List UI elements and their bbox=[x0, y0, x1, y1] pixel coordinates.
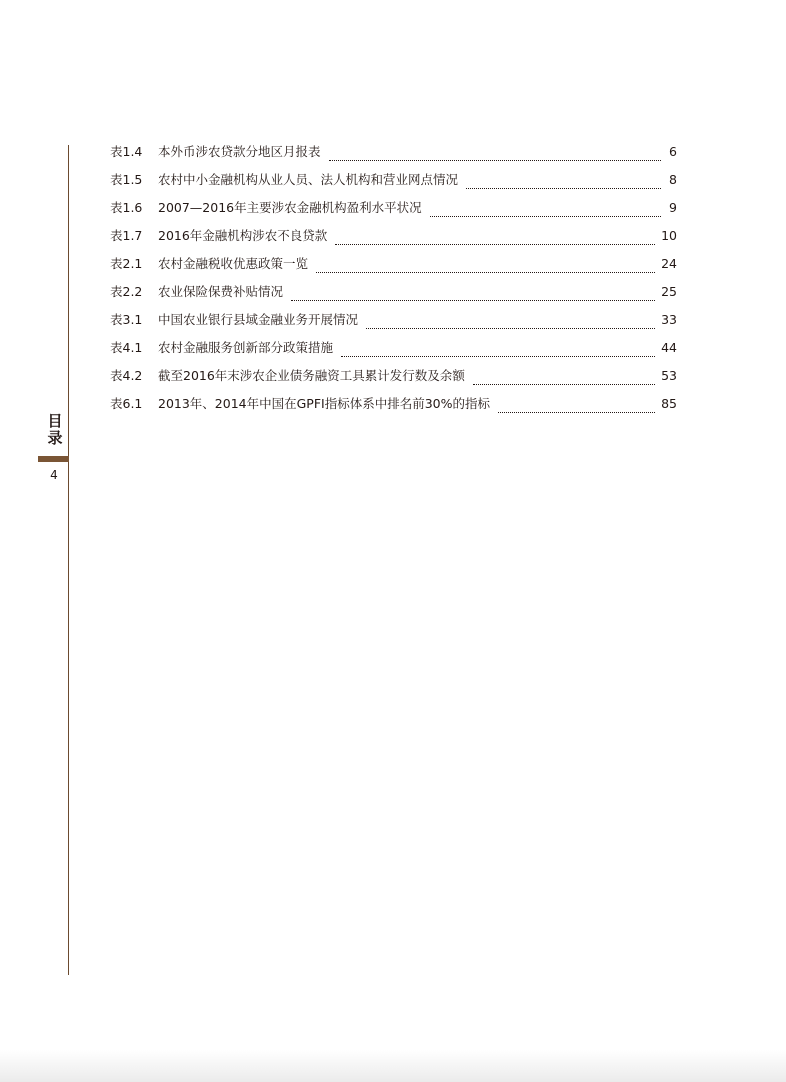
toc-dot-leader bbox=[430, 215, 661, 217]
toc-entry-page: 10 bbox=[661, 228, 677, 243]
toc-entry[interactable] bbox=[110, 367, 677, 395]
toc-entry-number: 表4.1 bbox=[110, 340, 143, 355]
toc-entry-number: 表3.1 bbox=[110, 312, 143, 327]
toc-dot-leader bbox=[341, 355, 655, 357]
toc-entry-number: 表6.1 bbox=[110, 396, 143, 411]
section-label-bar bbox=[38, 456, 69, 462]
table-of-contents bbox=[110, 143, 677, 423]
toc-entry[interactable] bbox=[110, 255, 677, 283]
toc-entry-page: 9 bbox=[669, 200, 677, 215]
section-label-char-1: 目 bbox=[47, 412, 63, 430]
toc-entry[interactable] bbox=[110, 199, 677, 227]
toc-entry[interactable] bbox=[110, 339, 677, 367]
toc-entry[interactable] bbox=[110, 143, 677, 171]
toc-entry-title: 中国农业银行县域金融业务开展情况 bbox=[158, 312, 359, 327]
toc-entry-title: 2007—2016年主要涉农金融机构盈利水平状况 bbox=[158, 200, 422, 215]
toc-entry-number: 表1.6 bbox=[110, 200, 143, 215]
toc-entry-page: 6 bbox=[669, 144, 677, 159]
page-bottom-shade bbox=[0, 1050, 786, 1082]
section-label-char-2: 录 bbox=[47, 429, 63, 447]
toc-entry-page: 24 bbox=[661, 256, 677, 271]
toc-entry-number: 表1.4 bbox=[110, 144, 143, 159]
toc-entry-title: 2016年金融机构涉农不良贷款 bbox=[158, 228, 328, 243]
toc-entry-page: 8 bbox=[669, 172, 677, 187]
toc-entry-number: 表4.2 bbox=[110, 368, 143, 383]
toc-entry-title: 农村金融税收优惠政策一览 bbox=[158, 256, 309, 271]
toc-dot-leader bbox=[316, 271, 655, 273]
toc-entry-title: 截至2016年末涉农企业债务融资工具累计发行数及余额 bbox=[158, 368, 465, 383]
toc-dot-leader bbox=[366, 327, 655, 329]
toc-dot-leader bbox=[498, 411, 655, 413]
toc-entry-title: 本外币涉农贷款分地区月报表 bbox=[158, 144, 321, 159]
toc-entry-page: 85 bbox=[661, 396, 677, 411]
toc-entry-number: 表2.1 bbox=[110, 256, 143, 271]
toc-entry-number: 表2.2 bbox=[110, 284, 143, 299]
toc-dot-leader bbox=[291, 299, 655, 301]
toc-dot-leader bbox=[329, 159, 661, 161]
toc-entry-title: 农村中小金融机构从业人员、法人机构和营业网点情况 bbox=[158, 172, 459, 187]
toc-dot-leader bbox=[466, 187, 661, 189]
toc-entry-number: 表1.7 bbox=[110, 228, 143, 243]
toc-entry-title: 农村金融服务创新部分政策措施 bbox=[158, 340, 334, 355]
toc-entry[interactable] bbox=[110, 311, 677, 339]
margin-rule bbox=[68, 145, 69, 975]
toc-entry-title: 2013年、2014年中国在GPFI指标体系中排名前30%的指标 bbox=[158, 396, 491, 411]
toc-entry-number: 表1.5 bbox=[110, 172, 143, 187]
toc-dot-leader bbox=[473, 383, 655, 385]
section-label bbox=[44, 413, 66, 447]
toc-entry-page: 53 bbox=[661, 368, 677, 383]
page-number: 4 bbox=[50, 468, 58, 482]
toc-entry[interactable] bbox=[110, 395, 677, 423]
toc-entry[interactable] bbox=[110, 227, 677, 255]
toc-entry[interactable] bbox=[110, 171, 677, 199]
toc-entry[interactable] bbox=[110, 283, 677, 311]
toc-entry-title: 农业保险保费补贴情况 bbox=[158, 284, 284, 299]
toc-dot-leader bbox=[335, 243, 655, 245]
toc-entry-page: 33 bbox=[661, 312, 677, 327]
toc-entry-page: 44 bbox=[661, 340, 677, 355]
toc-entry-page: 25 bbox=[661, 284, 677, 299]
